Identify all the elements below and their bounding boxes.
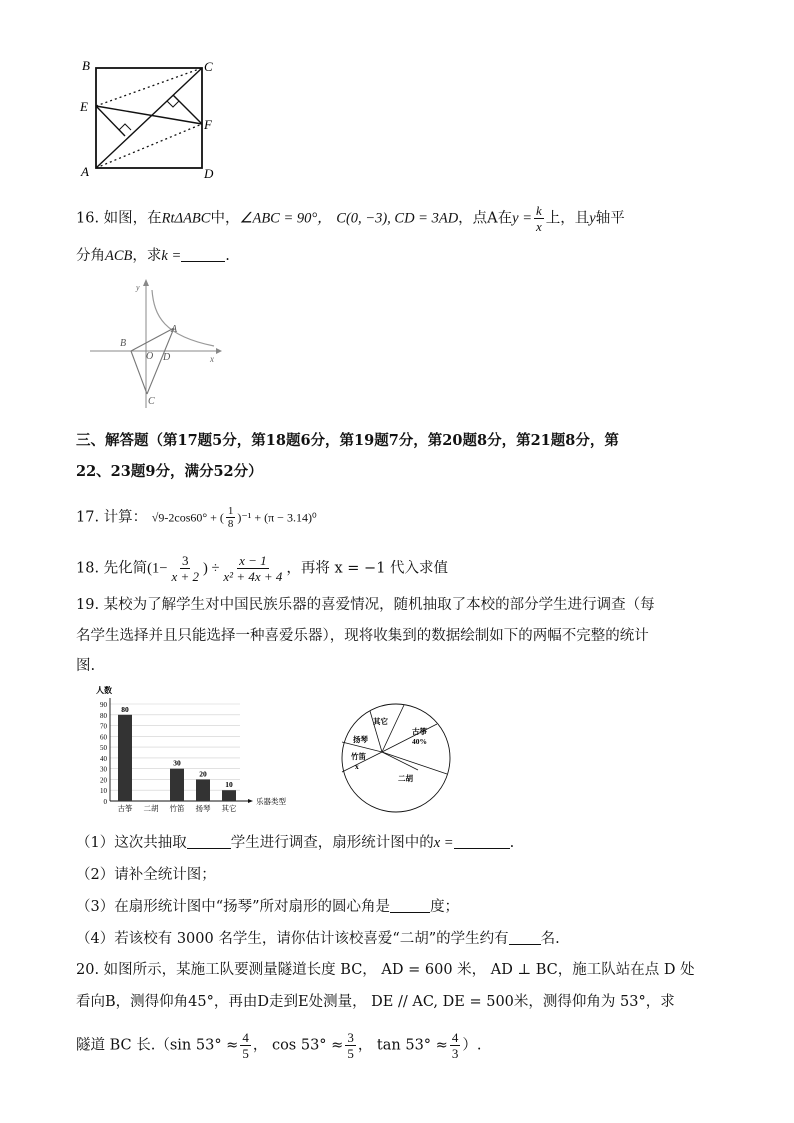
answer-blank-erhu[interactable] xyxy=(509,930,541,945)
y-tick-label: 0 xyxy=(103,798,107,806)
q19-sub3-text: （3）在扇形统计图中“扬琴”所对扇形的圆心角是 xyxy=(76,899,391,915)
x-axis-title: 乐器类型 xyxy=(256,797,286,806)
q16-line2 xyxy=(76,246,230,266)
q20-frac-sin xyxy=(240,1030,251,1061)
bar-其它 xyxy=(222,790,236,801)
q18-label: 先化简 xyxy=(103,560,148,577)
point-c-label: C xyxy=(148,396,155,407)
label-b: B xyxy=(82,58,90,73)
answer-blank-angle[interactable] xyxy=(390,898,430,913)
segment-ba xyxy=(131,328,174,351)
q20-line2: 看向B，测得仰角45°，再由D走到E处测量， DE // AC, DE = 500米，测得仰角为 53°，求 xyxy=(76,994,675,1010)
y-tick-label: 20 xyxy=(100,776,107,785)
x-axis-arrow xyxy=(248,799,253,803)
segment-bc xyxy=(131,351,147,394)
q16-y-eq: y = xyxy=(512,210,533,227)
answer-blank-count[interactable] xyxy=(187,834,231,849)
bar-chart xyxy=(86,684,306,814)
q16-k-eq: k = xyxy=(161,248,182,264)
q17-expr: √9-2cos60° + ( xyxy=(151,510,224,525)
q20-line1 xyxy=(76,960,695,980)
frac-num: 4 xyxy=(451,1030,459,1045)
q16-text: 上，且 xyxy=(545,210,590,227)
y-tick-label: 50 xyxy=(100,744,107,753)
q18-fraction-2 xyxy=(221,553,284,584)
label-c: C xyxy=(204,59,213,74)
frac-den: x + 2 xyxy=(171,569,199,584)
x-tick-label: 扬琴 xyxy=(195,804,211,813)
frac-den: 5 xyxy=(347,1046,354,1061)
frac-den: x xyxy=(536,219,542,234)
frac-den: 8 xyxy=(227,518,234,530)
q16-text: 分角 xyxy=(76,248,105,264)
q19-sub1-text: （1）这次共抽取 xyxy=(76,835,187,851)
q19-sub1 xyxy=(76,833,514,853)
q17-number: 17. xyxy=(76,509,100,526)
frac-num: 1 xyxy=(227,505,234,517)
q16-coords: C(0, −3), CD = 3AD xyxy=(336,210,459,227)
right-angle-mark-2 xyxy=(167,101,179,107)
y-axis-arrow xyxy=(143,279,149,286)
pie-label-guzheng-pct: 40% xyxy=(412,737,427,746)
q18-fraction-1 xyxy=(169,553,201,584)
q16-acb: ACB xyxy=(105,248,133,264)
q18-number: 18. xyxy=(76,560,100,577)
segment-ec-dotted xyxy=(96,68,202,106)
q20-text: ）. xyxy=(462,1037,482,1054)
section3-heading-line1: 三、解答题（第17题5分，第18题6分，第19题7分，第20题8分，第21题8分，第 xyxy=(76,432,619,449)
q16-text: ，点A在 xyxy=(458,210,513,227)
axis-label-x: x xyxy=(210,354,214,364)
q20-text: 隧道 BC 长.（sin 53° ≈ xyxy=(76,1037,239,1054)
q19-sub3-text: 度； xyxy=(430,899,460,915)
label-a: A xyxy=(81,164,89,179)
right-angle-mark-1 xyxy=(119,124,131,130)
q20-text: ， cos 53° ≈ xyxy=(252,1037,344,1054)
x-tick-label: 二胡 xyxy=(143,804,159,813)
q19-sub1-text: 学生进行调查，扇形统计图中的 xyxy=(230,835,434,851)
section3-heading-line2: 22、23题9分，满分52分） xyxy=(76,463,263,480)
q19-sub3 xyxy=(76,897,459,917)
q20-line3 xyxy=(76,1030,481,1061)
pie-label-erhu: 二胡 xyxy=(398,774,413,783)
frac-den: 5 xyxy=(242,1046,249,1061)
q20-number: 20. xyxy=(76,962,100,978)
answer-blank[interactable] xyxy=(181,247,225,262)
bar-value-label: 10 xyxy=(225,780,233,790)
pie-label-other: 其它 xyxy=(373,717,388,726)
q18-tail: ，再将 x = −1 代入求值 xyxy=(286,560,449,577)
y-tick-label: 90 xyxy=(100,701,107,709)
q16-figure xyxy=(86,276,226,416)
point-o-label: O xyxy=(146,351,154,362)
q17-line xyxy=(76,505,317,530)
bar-value-label: 80 xyxy=(121,704,129,714)
label-f: F xyxy=(204,117,212,132)
frac-num: 4 xyxy=(242,1030,249,1045)
q17-fraction xyxy=(226,505,236,530)
q19-sub4 xyxy=(76,929,560,949)
q19-sub4-text: （4）若该校有 3000 名学生，请你估计该校喜爱“二胡”的学生约有 xyxy=(76,931,509,947)
frac-num: x − 1 xyxy=(239,553,267,568)
bar-竹笛 xyxy=(170,769,184,801)
q16-text: ，求 xyxy=(132,248,162,264)
q18-expr: (1− xyxy=(147,560,168,577)
pie-chart xyxy=(340,702,452,814)
q16-text: . xyxy=(225,248,230,264)
q17-label: 计算： xyxy=(103,509,148,526)
q19-sub2: （2）请补全统计图； xyxy=(76,867,216,883)
bar-扬琴 xyxy=(196,779,210,801)
y-tick-label: 80 xyxy=(100,711,107,720)
q16-line1 xyxy=(76,203,625,234)
x-axis-arrow xyxy=(216,348,222,354)
bar-古筝 xyxy=(118,715,132,801)
q16-fraction-k-over-x xyxy=(534,203,544,234)
q19-sub1-x: x = xyxy=(433,835,454,851)
label-e: E xyxy=(80,99,88,114)
axis-label-y: y xyxy=(136,283,140,292)
q16-text: 轴平 xyxy=(595,210,625,227)
pie-label-yangqin: 扬琴 xyxy=(353,735,368,744)
q20-text: ， tan 53° ≈ xyxy=(357,1037,448,1054)
point-d-label: D xyxy=(163,352,171,363)
q16-number: 16. xyxy=(76,210,100,227)
q19-line3: 图. xyxy=(76,658,96,674)
q16-rt: RtΔABC xyxy=(161,210,211,227)
frac-num: k xyxy=(536,203,542,218)
segment-af-dotted xyxy=(96,124,202,168)
hyperbola-curve xyxy=(152,290,214,346)
q19-number: 19. xyxy=(76,597,100,613)
q17-expr: )⁻¹ + (π − 3.14)⁰ xyxy=(237,510,317,525)
point-a-label: A xyxy=(171,324,178,335)
frac-den: 3 xyxy=(451,1046,459,1061)
q20-frac-tan xyxy=(450,1030,461,1061)
y-tick-label: 70 xyxy=(100,722,107,731)
q16-y: y xyxy=(589,210,596,227)
q16-angle: ∠ABC = 90°， xyxy=(239,210,332,227)
y-tick-label: 30 xyxy=(100,765,107,774)
pie-label-guzheng: 古筝 xyxy=(412,727,427,736)
diagonal-ac xyxy=(96,68,202,168)
answer-blank-x[interactable] xyxy=(454,834,510,849)
q18-line xyxy=(76,553,448,584)
y-axis-title: 人数 xyxy=(96,686,112,695)
frac-num: 3 xyxy=(347,1030,354,1045)
bar-value-label: 20 xyxy=(199,769,207,779)
q15-figure xyxy=(78,58,218,182)
x-tick-label: 竹笛 xyxy=(169,804,185,813)
q19-sub4-text: 名. xyxy=(540,931,560,947)
frac-num: 3 xyxy=(181,553,189,568)
label-d: D xyxy=(204,166,214,181)
frac-den: x² + 4x + 4 xyxy=(223,569,283,584)
q18-expr: ) ÷ xyxy=(202,560,220,577)
q19-text: 某校为了解学生对中国民族乐器的喜爱情况，随机抽取了本校的部分学生进行调查（每 xyxy=(103,597,655,613)
q16-text: 如图，在 xyxy=(103,210,162,227)
y-tick-label: 10 xyxy=(100,787,107,796)
bar-value-label: 30 xyxy=(173,758,181,768)
y-tick-label: 40 xyxy=(100,754,107,763)
pie-label-dizi: 竹笛 xyxy=(351,752,366,761)
q19-line1 xyxy=(76,595,655,615)
y-tick-label: 60 xyxy=(100,733,107,742)
pie-label-dizi-x: x xyxy=(355,762,359,771)
q19-sub1-text: . xyxy=(509,835,515,851)
x-tick-label: 古筝 xyxy=(117,804,133,813)
q20-frac-cos xyxy=(345,1030,356,1061)
point-b-label: B xyxy=(120,338,127,349)
q19-line2: 名学生选择并且只能选择一种喜爱乐器），现将收集到的数据绘制如下的两幅不完整的统计 xyxy=(76,628,649,644)
q20-text: 如图所示，某施工队要测量隧道长度 BC， AD = 600 米， AD ⊥ BC，施工队站在点 D 处 xyxy=(103,962,695,978)
q16-text: 中， xyxy=(210,210,240,227)
x-tick-label: 其它 xyxy=(221,804,237,813)
